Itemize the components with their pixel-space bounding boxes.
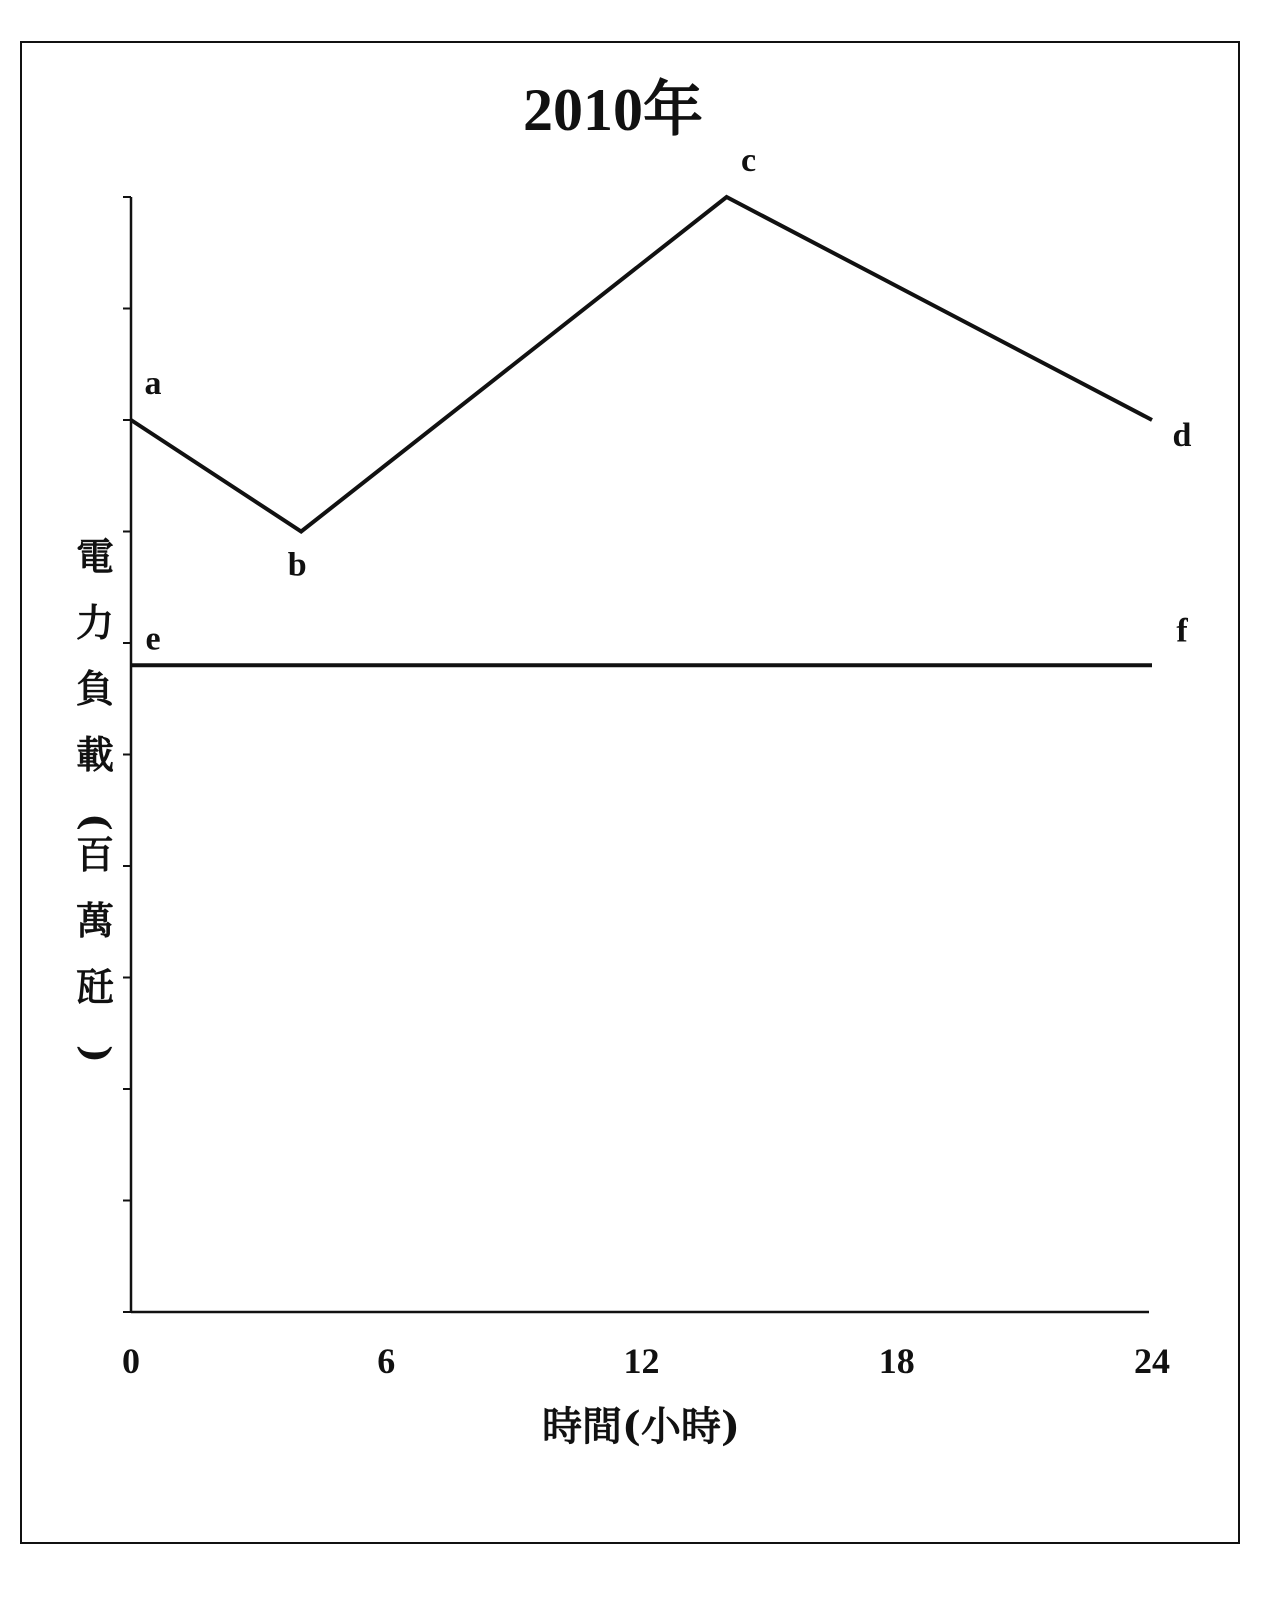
point-label-b: b [287, 546, 307, 584]
point-label-a: a [144, 365, 162, 402]
series-group [131, 197, 1152, 665]
point-labels [145, 142, 1192, 657]
y-axis-label-char: 瓩 [75, 964, 115, 1009]
y-axis-label-char: 力 [75, 600, 115, 645]
x-axis-label: 時間(小時) [542, 1403, 740, 1450]
y-axis [123, 197, 131, 1312]
series-line-1 [131, 197, 1152, 532]
y-axis-label-char: ( [74, 813, 119, 831]
x-tick-label: 18 [878, 1341, 915, 1381]
point-label-e: e [145, 620, 161, 658]
x-axis [122, 1312, 1170, 1381]
y-axis-label-char: 萬 [75, 898, 115, 943]
x-tick-label: 12 [623, 1341, 660, 1381]
x-tick-label: 24 [1134, 1341, 1170, 1381]
point-label-d: d [1172, 417, 1192, 454]
x-tick-label: 0 [122, 1341, 140, 1381]
y-axis-label-char: 電 [75, 534, 115, 579]
y-axis-label-char: 載 [75, 732, 115, 777]
y-axis-label-char: 百 [75, 832, 115, 877]
point-label-f: f [1176, 612, 1188, 650]
y-axis-label [74, 534, 119, 1063]
x-tick-label: 6 [377, 1341, 396, 1381]
chart-title: 2010年 [523, 77, 703, 143]
y-axis-label-char: ) [74, 1045, 119, 1063]
y-axis-label-char: 負 [75, 666, 115, 711]
point-label-c: c [741, 142, 757, 179]
